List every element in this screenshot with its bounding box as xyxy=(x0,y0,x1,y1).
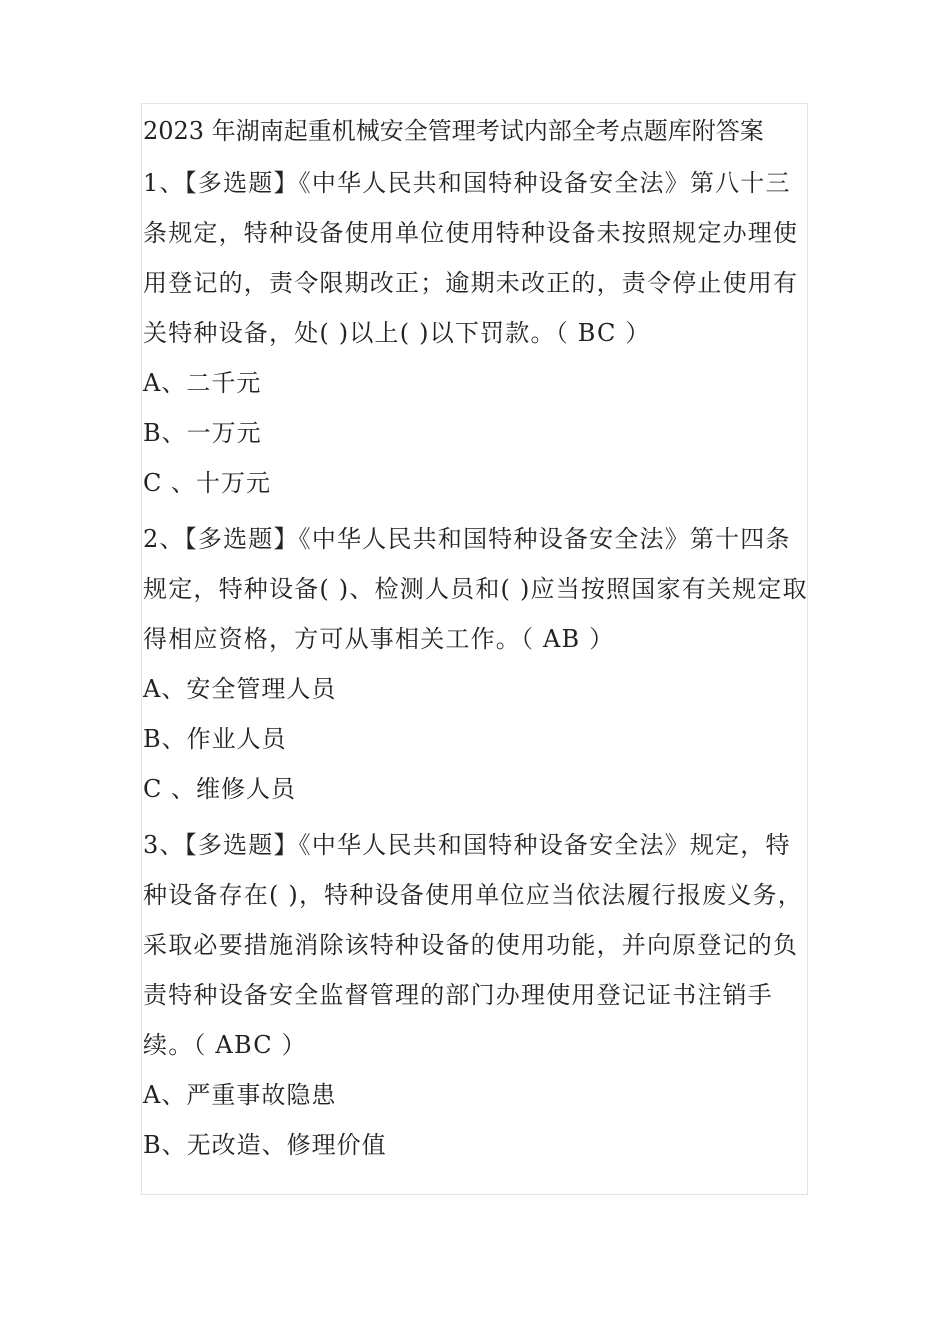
question-stem: 1、【多选题】《中华人民共和国特种设备安全法》第八十三条规定，特种设备使用单位使用特种设备未按照规定办理使用登记的，责令限期改正；逾期未改正的，责令停止使用有关特种设备，处( )以上( )以下罚款。（ BC ） xyxy=(143,169,799,347)
question-stem: 2、【多选题】《中华人民共和国特种设备安全法》第十四条规定，特种设备( )、检测人员和( )应当按照国家有关规定取得相应资格，方可从事相关工作。（ AB ） xyxy=(143,525,808,653)
option-c: C 、维修人员 xyxy=(143,775,296,803)
option-b: B、作业人员 xyxy=(143,725,287,753)
option-b: B、无改造、修理价值 xyxy=(143,1131,387,1159)
option-c: C 、十万元 xyxy=(143,469,271,497)
option-a: A、二千元 xyxy=(143,369,262,397)
option-a: A、严重事故隐患 xyxy=(143,1081,337,1109)
question-3 xyxy=(143,820,808,1170)
document-title: 2023 年湖南起重机械安全管理考试内部全考点题库附答案 xyxy=(143,117,764,145)
question-stem: 3、【多选题】《中华人民共和国特种设备安全法》规定，特种设备存在( )，特种设备使用单位应当依法履行报废义务，采取必要措施消除该特种设备的使用功能，并向原登记的负责特种设备安全监督管理的部门办理使用登记证书注销手续。（ ABC ） xyxy=(143,831,803,1059)
document-body xyxy=(143,108,808,1176)
option-b: B、一万元 xyxy=(143,419,262,447)
question-1 xyxy=(143,158,808,508)
option-a: A、安全管理人员 xyxy=(143,675,337,703)
question-2 xyxy=(143,514,808,814)
